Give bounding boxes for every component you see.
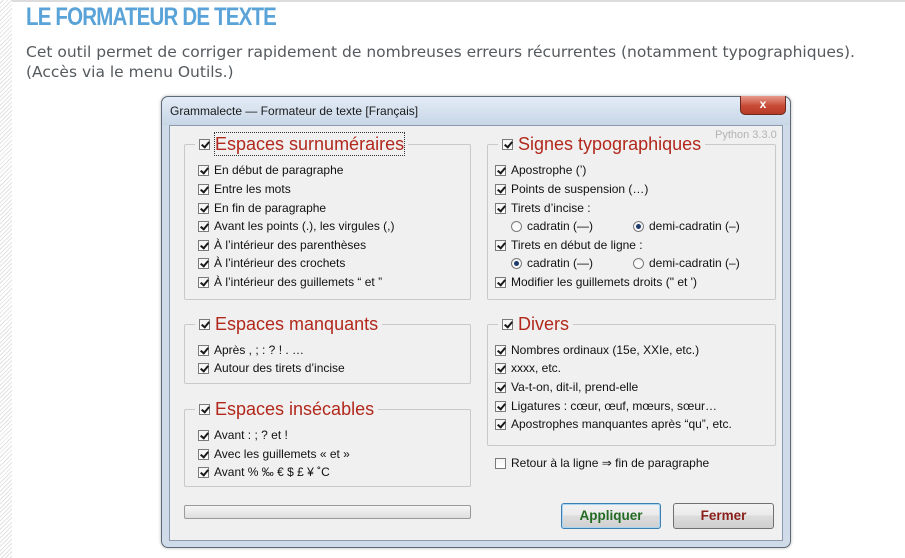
option-fin-paragraphe[interactable] bbox=[198, 200, 326, 216]
radio-button[interactable] bbox=[633, 258, 644, 269]
option-entre-mots[interactable] bbox=[198, 181, 291, 197]
progress-bar bbox=[184, 505, 471, 519]
checkbox[interactable] bbox=[198, 184, 209, 195]
option-nombres-ordinaux[interactable] bbox=[495, 342, 699, 358]
option-ligatures[interactable] bbox=[495, 398, 717, 414]
option-label: Nombres ordinaux (15e, XXIe, etc.) bbox=[511, 343, 700, 357]
option-label: Apostrophe (’) bbox=[511, 163, 587, 177]
group-header bbox=[195, 398, 378, 420]
radio-debut-cadratin[interactable] bbox=[511, 255, 593, 271]
option-label: À l’intérieur des crochets bbox=[214, 256, 346, 270]
checkbox[interactable] bbox=[495, 401, 506, 412]
checkbox[interactable] bbox=[495, 382, 506, 393]
group-title: Espaces insécables bbox=[215, 399, 375, 419]
option-tirets-incise[interactable] bbox=[495, 200, 591, 216]
dialog-content bbox=[169, 125, 783, 541]
group-header bbox=[498, 313, 573, 335]
option-label: xxxx, etc. bbox=[511, 361, 562, 375]
option-label: Modifier les guillemets droits (" et ') bbox=[511, 275, 697, 289]
radio-label: cadratin (—) bbox=[527, 219, 594, 233]
checkbox[interactable] bbox=[198, 345, 209, 356]
option-apostrophes-manquantes[interactable] bbox=[495, 416, 732, 432]
option-autour-tirets-incise[interactable] bbox=[198, 360, 345, 376]
checkbox[interactable] bbox=[495, 184, 506, 195]
option-apostrophe[interactable] bbox=[495, 162, 586, 178]
dialog-title: Grammalecte — Formateur de texte [Français] bbox=[170, 104, 419, 118]
option-label: À l’intérieur des parenthèses bbox=[214, 238, 367, 252]
group-header bbox=[195, 313, 382, 335]
checkbox[interactable] bbox=[198, 221, 209, 232]
option-label: Va-t-on, dit-il, prend-elle bbox=[511, 380, 639, 394]
radio-debut-demi-cadratin[interactable] bbox=[633, 255, 740, 271]
option-debut-paragraphe[interactable] bbox=[198, 162, 343, 178]
option-label: Entre les mots bbox=[214, 182, 291, 196]
radio-label: cadratin (—) bbox=[527, 256, 594, 270]
group-header bbox=[498, 133, 705, 155]
option-label: Après , ; : ? ! . … bbox=[214, 343, 305, 357]
group-toggle-checkbox[interactable] bbox=[199, 139, 210, 150]
close-dialog-button[interactable]: Fermer bbox=[673, 503, 774, 529]
group-title: Espaces manquants bbox=[215, 314, 379, 334]
checkbox[interactable] bbox=[198, 203, 209, 214]
checkbox[interactable] bbox=[198, 363, 209, 374]
group-toggle-checkbox[interactable] bbox=[502, 139, 513, 150]
dialog-titlebar[interactable] bbox=[162, 97, 790, 125]
option-label: Avant % ‰ € $ £ ¥ ˚C bbox=[214, 465, 330, 479]
group-espaces-manquants bbox=[184, 314, 471, 384]
option-avec-guillemets[interactable] bbox=[198, 446, 350, 462]
python-version-label: Python 3.3.0 bbox=[715, 129, 777, 141]
option-interieur-parentheses[interactable] bbox=[198, 237, 366, 253]
group-toggle-checkbox[interactable] bbox=[199, 319, 210, 330]
window-close-button[interactable] bbox=[740, 96, 786, 115]
page-top-divider bbox=[12, 0, 905, 2]
option-avant-ponctuation-double[interactable] bbox=[198, 427, 288, 443]
option-apres-ponctuation[interactable] bbox=[198, 342, 304, 358]
option-label: Avant : ; ? et ! bbox=[214, 428, 288, 442]
option-points-suspension[interactable] bbox=[495, 181, 648, 197]
page-title: LE FORMATEUR DE TEXTE bbox=[26, 3, 277, 31]
group-toggle-checkbox[interactable] bbox=[199, 404, 210, 415]
option-label: Avec les guillemets « et » bbox=[214, 447, 350, 461]
option-guillemets-droits[interactable] bbox=[495, 274, 697, 290]
checkbox[interactable] bbox=[495, 345, 506, 356]
option-interieur-guillemets[interactable] bbox=[198, 274, 382, 290]
option-label: En fin de paragraphe bbox=[214, 201, 327, 215]
group-title: Espaces surnuméraires bbox=[215, 134, 405, 154]
option-label: Ligatures : cœur, œuf, mœurs, sœur… bbox=[511, 399, 718, 413]
group-espaces-insecables bbox=[184, 399, 471, 487]
option-avant-symboles[interactable] bbox=[198, 464, 330, 480]
option-label: Avant les points (.), les virgules (,) bbox=[214, 219, 395, 233]
radio-incise-cadratin[interactable] bbox=[511, 218, 593, 234]
close-icon: x bbox=[759, 97, 767, 111]
option-xxxx[interactable] bbox=[495, 360, 561, 376]
group-divers bbox=[487, 314, 776, 446]
option-label: À l’intérieur des guillemets “ et ” bbox=[214, 275, 383, 289]
group-toggle-checkbox[interactable] bbox=[502, 319, 513, 330]
radio-button[interactable] bbox=[511, 221, 522, 232]
option-label: En début de paragraphe bbox=[214, 163, 344, 177]
checkbox[interactable] bbox=[495, 277, 506, 288]
checkbox[interactable] bbox=[198, 258, 209, 269]
group-title: Divers bbox=[518, 314, 570, 334]
checkbox[interactable] bbox=[495, 203, 506, 214]
page-side-stripe bbox=[0, 0, 12, 558]
option-label: Autour des tirets d’incise bbox=[214, 361, 345, 375]
option-tirets-debut-ligne[interactable] bbox=[495, 237, 643, 253]
option-avant-points-virgules[interactable] bbox=[198, 218, 395, 234]
checkbox[interactable] bbox=[198, 240, 209, 251]
checkbox[interactable] bbox=[198, 277, 209, 288]
radio-button[interactable] bbox=[511, 258, 522, 269]
checkbox[interactable] bbox=[198, 430, 209, 441]
radio-label: demi-cadratin (–) bbox=[649, 219, 740, 233]
checkbox[interactable] bbox=[198, 449, 209, 460]
option-retour-ligne[interactable] bbox=[495, 455, 709, 471]
checkbox[interactable] bbox=[495, 458, 506, 469]
page-intro: Cet outil permet de corriger rapidement de nombreuses erreurs récurrentes (notamment typographiques). (Accès via le menu Outils.) bbox=[26, 43, 855, 81]
group-espaces-surnumeraires bbox=[184, 134, 471, 300]
apply-button[interactable]: Appliquer bbox=[561, 503, 661, 529]
checkbox[interactable] bbox=[495, 363, 506, 374]
option-traits-union[interactable] bbox=[495, 379, 638, 395]
checkbox[interactable] bbox=[495, 240, 506, 251]
checkbox[interactable] bbox=[198, 467, 209, 478]
option-label: Retour à la ligne ⇒ fin de paragraphe bbox=[511, 456, 710, 470]
option-label: Tirets en début de ligne : bbox=[511, 238, 643, 252]
option-label: Apostrophes manquantes après “qu”, etc. bbox=[511, 417, 732, 431]
group-title: Signes typographiques bbox=[518, 134, 702, 154]
formatter-dialog bbox=[161, 96, 791, 548]
radio-button[interactable] bbox=[633, 221, 644, 232]
radio-incise-demi-cadratin[interactable] bbox=[633, 218, 740, 234]
option-label: Tirets d’incise : bbox=[511, 201, 591, 215]
checkbox[interactable] bbox=[495, 165, 506, 176]
radio-label: demi-cadratin (–) bbox=[649, 256, 740, 270]
option-interieur-crochets[interactable] bbox=[198, 255, 345, 271]
group-header bbox=[195, 133, 408, 155]
checkbox[interactable] bbox=[198, 165, 209, 176]
option-label: Points de suspension (…) bbox=[511, 182, 649, 196]
checkbox[interactable] bbox=[495, 419, 506, 430]
